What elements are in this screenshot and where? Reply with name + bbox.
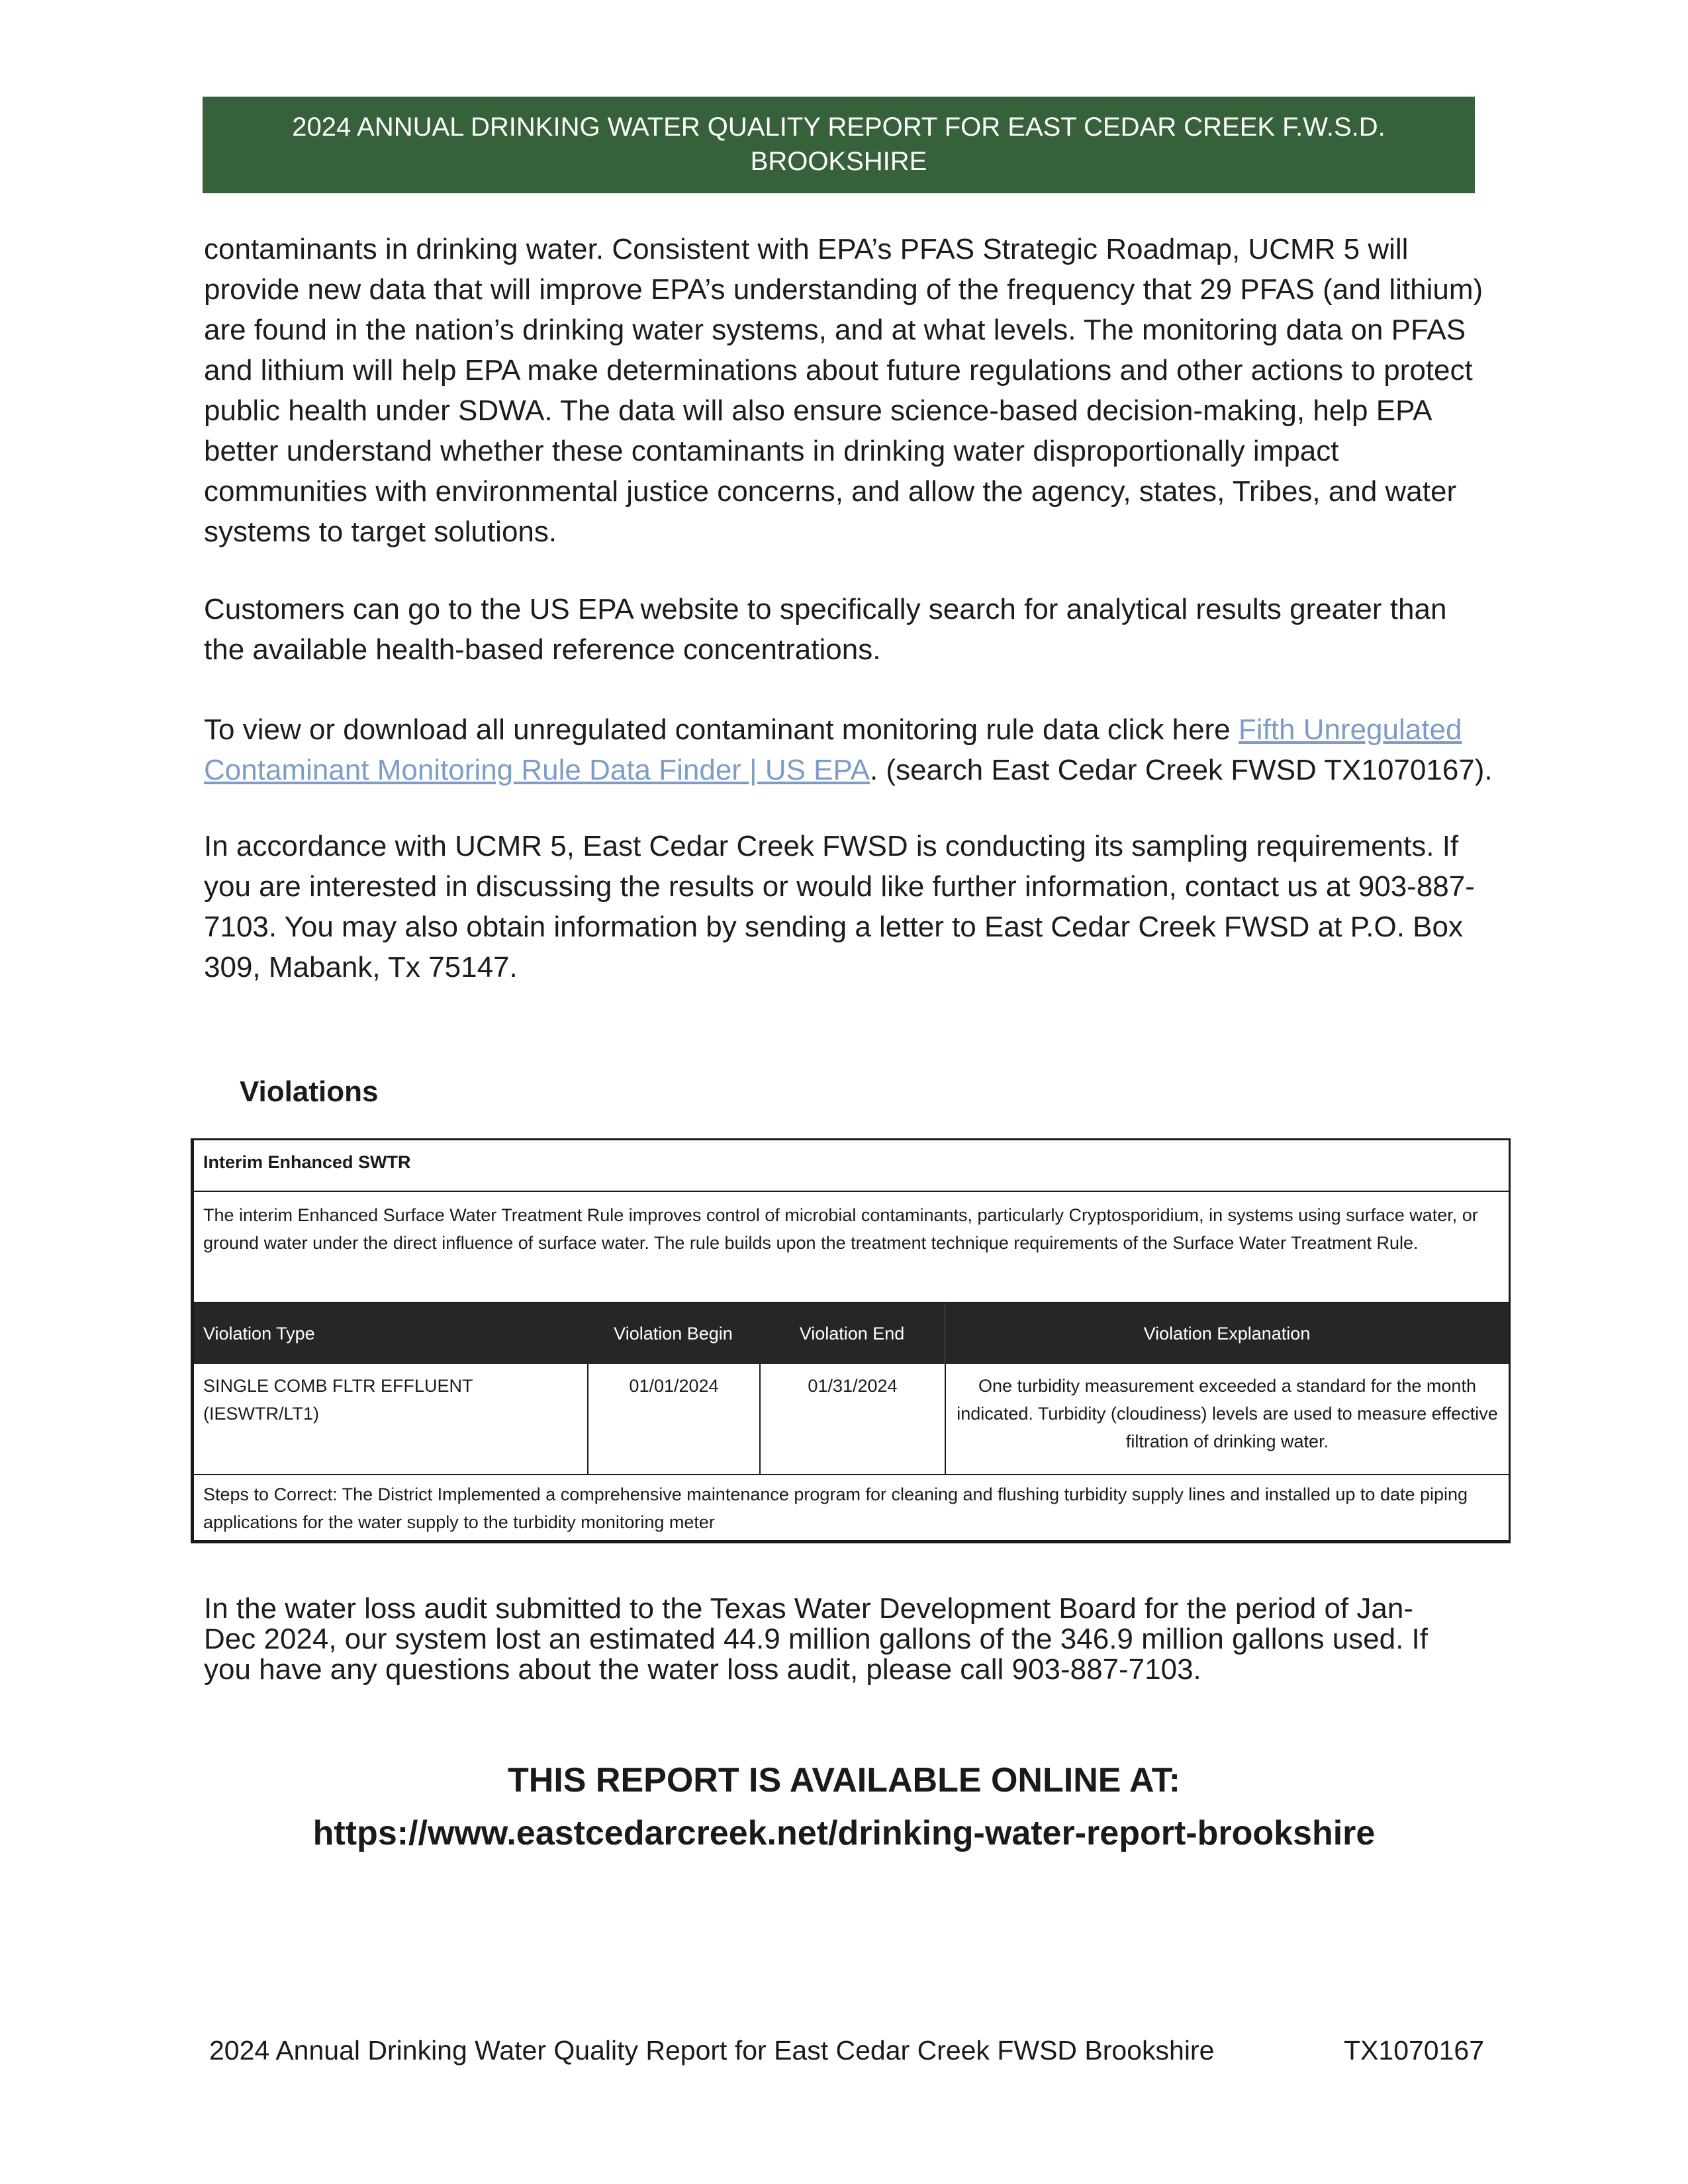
cell-violation-explanation: One turbidity measurement exceeded a standard for the month indicated. Turbidity (cloudiness) levels are used to measure effective filtration of drinking water. (945, 1364, 1509, 1474)
table-header-row (194, 1303, 1509, 1364)
view-data-text: To view or download all unregulated contaminant monitoring rule data click here (204, 713, 1239, 746)
col-violation-type: Violation Type (203, 1324, 315, 1343)
view-data-paragraph (204, 709, 1495, 790)
rule-name: Interim Enhanced SWTR (194, 1140, 1509, 1192)
report-header-banner (203, 97, 1475, 193)
report-subtitle: BROOKSHIRE (750, 147, 927, 176)
col-violation-end: Violation End (799, 1324, 905, 1343)
violations-heading: Violations (240, 1075, 379, 1108)
cell-violation-end: 01/31/2024 (759, 1364, 945, 1474)
col-violation-explanation: Violation Explanation (945, 1303, 1509, 1364)
ucmr-data-finder-link[interactable]: Fifth Unregulated Contaminant Monitoring Rule Data Finder | US EPA (204, 713, 1462, 786)
view-data-search-note: . (search East Cedar Creek FWSD TX1070167). (869, 754, 1493, 786)
ucmr5-paragraph: contaminants in drinking water. Consistent with EPA’s PFAS Strategic Roadmap, UCMR 5 will provide new data that will improve EPA’s understanding of the frequency that 29 PFAS (and lithium) are found in the nation’s drinking water systems, and at what levels. The monitoring data on PFAS and lithium will help EPA make determinations about future regulations and other actions to protect public health under SDWA. The data will also ensure science-based decision-making, help EPA better understand whether these contaminants in drinking water disproportionally impact communities with environmental justice concerns, and allow the agency, states, Tribes, and water systems to target solutions. (204, 233, 1483, 548)
cell-violation-begin: 01/01/2024 (587, 1364, 759, 1474)
footer-title: 2024 Annual Drinking Water Quality Report for East Cedar Creek FWSD Brookshire (209, 2035, 1215, 2066)
report-title: 2024 ANNUAL DRINKING WATER QUALITY REPORT FOR EAST CEDAR CREEK F.W.S.D. (292, 113, 1385, 142)
footer-system-id: TX1070167 (1344, 2035, 1485, 2066)
online-availability-heading: THIS REPORT IS AVAILABLE ONLINE AT: (508, 1761, 1180, 1799)
customers-paragraph: Customers can go to the US EPA website to specifically search for analytical results greater than the available health-based reference concentrations. (204, 593, 1447, 666)
rule-description: The interim Enhanced Surface Water Treatment Rule improves control of microbial contaminants, particularly Cryptosporidium, in systems using surface water, or ground water under the direct influence of surface water. The rule builds upon the treatment technique requirements of the Surface Water Treatment Rule. (194, 1192, 1509, 1303)
accordance-paragraph: In accordance with UCMR 5, East Cedar Creek FWSD is conducting its sampling requirements. If you are interested in discussing the results or would like further information, contact us at 903-887-7103. You may also obtain information by sending a letter to East Cedar Creek FWSD at P.O. Box 309, Mabank, Tx 75147. (204, 830, 1475, 983)
report-url[interactable]: https://www.eastcedarcreek.net/drinking-water-report-brookshire (312, 1814, 1376, 1852)
violations-table (191, 1138, 1511, 1543)
steps-to-correct: Steps to Correct: The District Implemented a comprehensive maintenance program for cleaning and flushing turbidity supply lines and installed up to date piping applications for the water supply to the turbidity monitoring meter (203, 1484, 1468, 1532)
col-violation-begin: Violation Begin (614, 1324, 733, 1343)
table-row (194, 1364, 1509, 1475)
water-loss-paragraph: In the water loss audit submitted to the Texas Water Development Board for the period of Jan-Dec 2024, our system lost an estimated 44.9 million gallons of the 346.9 million gallons used. If you have any questions about the water loss audit, please call 903-887-7103. (204, 1592, 1429, 1686)
cell-violation-type: SINGLE COMB FLTR EFFLUENT (IESWTR/LT1) (203, 1376, 473, 1424)
